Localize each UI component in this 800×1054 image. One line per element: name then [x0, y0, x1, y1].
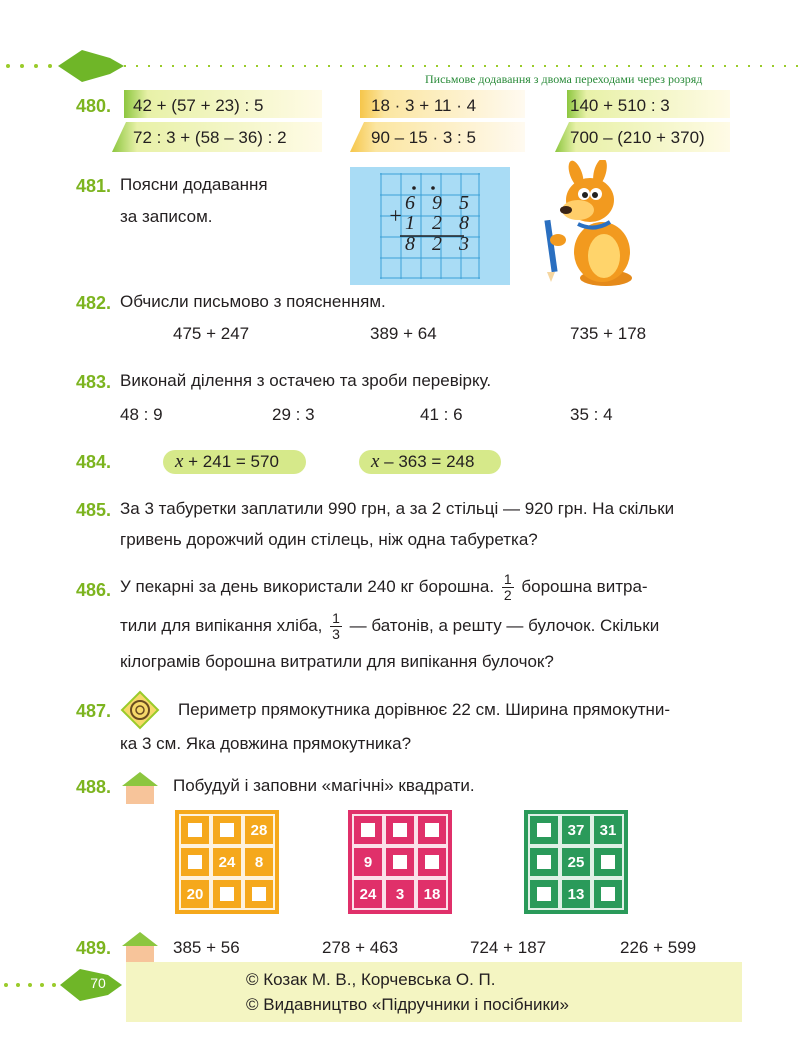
exercise-number-487: 487.	[76, 701, 112, 721]
number-cell: 37	[562, 816, 590, 844]
expr-480-1a: 42 + (57 + 23) : 5	[133, 96, 264, 115]
variable-x: x	[175, 451, 184, 472]
grid-digit: 1	[405, 212, 415, 234]
empty-cell	[530, 880, 558, 908]
text-fragment: У пекарні за день використали 240 кг борошна.	[120, 577, 495, 596]
equation-484-1	[163, 450, 306, 474]
addition-grid-card	[350, 167, 510, 285]
blank-box	[425, 855, 439, 869]
grid-digit: 6	[405, 192, 415, 214]
blank-box	[220, 823, 234, 837]
empty-cell	[530, 848, 558, 876]
number-cell: 20	[181, 880, 209, 908]
denominator: 2	[503, 587, 512, 604]
number-cell: 18	[418, 880, 446, 908]
expr-480-3a: 140 + 510 : 3	[570, 96, 670, 115]
page-number: 70	[90, 975, 106, 991]
exercise-486-line-1	[120, 570, 648, 604]
equation-text: – 363 = 248	[379, 452, 475, 471]
empty-cell	[386, 816, 414, 844]
fraction-one-half	[502, 572, 514, 603]
blank-box	[537, 887, 551, 901]
expr-482-2: 389 + 64	[370, 324, 437, 343]
grid-digit: 9	[432, 192, 442, 214]
expr-483-4: 35 : 4	[570, 405, 613, 424]
exercise-number-485: 485.	[76, 500, 112, 520]
grid-digit: 5	[459, 192, 469, 214]
expr-489-4: 226 + 599	[620, 938, 697, 957]
equation-text: + 241 = 570	[183, 452, 279, 471]
expr-482-1: 475 + 247	[173, 324, 250, 343]
empty-cell	[213, 816, 241, 844]
exercise-481-text-1: Поясни додавання	[120, 175, 268, 194]
expr-480-3b: 700 – (210 + 370)	[570, 128, 705, 147]
exercise-number-484: 484.	[76, 452, 112, 472]
number-cell: 3	[386, 880, 414, 908]
expr-489-1: 385 + 56	[173, 938, 240, 957]
denominator: 3	[332, 626, 340, 643]
section-title: Письмове додавання з двома переходами через розряд	[425, 72, 703, 86]
homework-house-icon	[120, 930, 160, 964]
number-cell: 8	[245, 848, 273, 876]
number-cell: 13	[562, 880, 590, 908]
exercise-number-483: 483.	[76, 372, 112, 392]
expr-480-2b: 90 – 15 · 3 : 5	[371, 128, 476, 147]
blank-box	[537, 823, 551, 837]
exercise-number-486: 486.	[76, 580, 112, 600]
expr-480-1b: 72 : 3 + (58 – 36) : 2	[133, 128, 287, 147]
empty-cell	[594, 848, 622, 876]
text-fragment: борошна витра-	[521, 577, 648, 596]
number-cell: 24	[354, 880, 382, 908]
geometry-task-icon	[120, 690, 160, 730]
expr-489-2: 278 + 463	[322, 938, 399, 957]
exercise-number-488: 488.	[76, 777, 112, 797]
magic-square-green	[524, 810, 628, 914]
empty-cell	[245, 880, 273, 908]
empty-cell	[418, 816, 446, 844]
blank-box	[425, 823, 439, 837]
blank-box	[252, 887, 266, 901]
exercise-481-text-2: за записом.	[120, 207, 213, 226]
blank-box	[361, 823, 375, 837]
number-cell: 25	[562, 848, 590, 876]
empty-cell	[181, 848, 209, 876]
number-cell: 24	[213, 848, 241, 876]
exercise-483-text: Виконай ділення з остачею та зроби перевірку.	[120, 371, 492, 390]
exercise-number-481: 481.	[76, 176, 112, 196]
fraction-one-third	[330, 611, 342, 642]
exercise-488-text: Побудуй і заповни «магічні» квадрати.	[173, 776, 475, 795]
blank-box	[188, 855, 202, 869]
exercise-485-line-2: гривень дорожчий один стілець, ніж одна табуретка?	[120, 530, 538, 549]
variable-x: x	[371, 451, 380, 472]
kangaroo-illustration	[538, 160, 648, 290]
expr-482-3: 735 + 178	[570, 324, 647, 343]
expr-483-1: 48 : 9	[120, 405, 163, 424]
empty-cell	[418, 848, 446, 876]
exercise-482-text: Обчисли письмово з поясненням.	[120, 292, 386, 311]
text-fragment: — батонів, а решту — булочок. Скільки	[349, 616, 660, 635]
exercise-485-line-1: За 3 табуретки заплатили 990 грн, а за 2 стільці — 920 грн. На скільки	[120, 499, 675, 518]
exercise-number-482: 482.	[76, 293, 112, 313]
blank-box	[188, 823, 202, 837]
empty-cell	[386, 848, 414, 876]
exercise-486-line-2	[120, 609, 659, 643]
expr-489-3: 724 + 187	[470, 938, 547, 957]
exercise-486-line-3: кілограмів борошна витратили для випікання булочок?	[120, 652, 554, 671]
exercise-487-line-1: Периметр прямокутника дорівнює 22 см. Ширина прямокутни-	[178, 700, 671, 719]
number-cell: 9	[354, 848, 382, 876]
grid-digit: 2	[432, 233, 442, 255]
empty-cell	[354, 816, 382, 844]
empty-cell	[594, 880, 622, 908]
exercise-number-489: 489.	[76, 938, 112, 958]
plus-sign: +	[388, 203, 403, 228]
blank-box	[601, 887, 615, 901]
blank-box	[537, 855, 551, 869]
expr-480-2a: 18 · 3 + 11 · 4	[371, 96, 477, 115]
text-fragment: тили для випікання хліба,	[120, 616, 323, 635]
copyright-authors: © Козак М. В., Корчевська О. П.	[246, 970, 496, 989]
copyright-publisher: © Видавництво «Підручники і посібники»	[246, 995, 569, 1014]
grid-digit: 3	[459, 233, 469, 255]
numerator: 1	[503, 571, 512, 588]
empty-cell	[530, 816, 558, 844]
equation-484-2	[359, 450, 501, 474]
blank-box	[393, 823, 407, 837]
grid-digit: 8	[459, 212, 469, 234]
blank-box	[393, 855, 407, 869]
exercise-487-line-2: ка 3 см. Яка довжина прямокутника?	[120, 734, 412, 753]
expr-483-3: 41 : 6	[420, 405, 463, 424]
empty-cell	[181, 816, 209, 844]
number-cell: 28	[245, 816, 273, 844]
grid-digit: 2	[432, 212, 442, 234]
magic-square-pink	[348, 810, 452, 914]
blank-box	[220, 887, 234, 901]
empty-cell	[213, 880, 241, 908]
magic-square-orange	[175, 810, 279, 914]
numerator: 1	[332, 610, 340, 627]
expr-483-2: 29 : 3	[272, 405, 315, 424]
homework-house-icon	[120, 770, 160, 804]
blank-box	[601, 855, 615, 869]
exercise-number-480: 480.	[76, 96, 112, 116]
number-cell: 31	[594, 816, 622, 844]
grid-digit: 8	[405, 233, 415, 255]
